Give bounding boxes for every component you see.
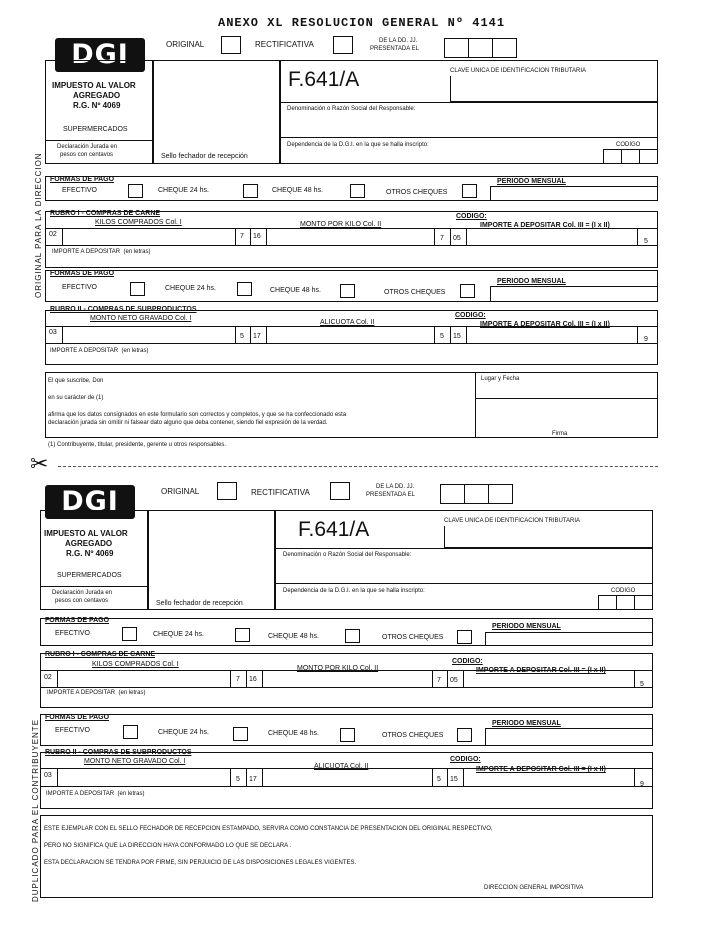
rubro2-col3: IMPORTE A DEPOSITAR Col. III = (I x II) <box>480 321 610 328</box>
cheque48-checkbox-2[interactable] <box>340 284 355 298</box>
rubro1-letras-label: (en letras) <box>123 249 151 255</box>
denominacion-label-2: Denominación o Razón Social del Responsable: <box>283 552 412 558</box>
rubro2-check-9: 9 <box>644 336 648 343</box>
cut-line <box>58 466 658 467</box>
cheque48-label: CHEQUE 48 hs. <box>272 187 323 194</box>
rubro1-code-16b: 16 <box>249 676 257 683</box>
tax-line-1: IMPUESTO AL VALOR <box>52 81 136 90</box>
rubro1-check-7b-2: 7 <box>437 677 441 684</box>
importe-field-4[interactable] <box>463 768 635 786</box>
rubro1-check-5: 5 <box>644 238 648 245</box>
rubro2-title: RUBRO II - COMPRAS DE SUBPRODUCTOS <box>50 306 197 313</box>
dependencia-label-2: Dependencia de la D.G.I. en la que se halla inscripto: <box>283 588 425 594</box>
presentada-date-field[interactable] <box>444 38 517 58</box>
periodo-field-2[interactable] <box>490 286 658 302</box>
cheque24-label: CHEQUE 24 hs. <box>158 187 209 194</box>
firma-label: Firma <box>552 431 568 437</box>
side-label-duplicado: DUPLICADO PARA EL CONTRIBUYENTE <box>31 718 40 902</box>
efectivo-checkbox-4[interactable] <box>123 725 138 739</box>
cheque48-label-4: CHEQUE 48 hs. <box>268 730 319 737</box>
cuit-label-2: CLAVE UNICA DE IDENTIFICACION TRIBUTARIA <box>444 518 581 524</box>
rubro1-check-7a-2: 7 <box>236 676 240 683</box>
periodo-field-4[interactable] <box>485 728 653 746</box>
stamp-box <box>153 60 280 164</box>
dgi-logo-2: DGI <box>45 485 135 519</box>
rubro1-col1-2: KILOS COMPRADOS Col. I <box>92 661 179 668</box>
otros-cheques-label-2: OTROS CHEQUES <box>384 289 446 296</box>
rubro2-col2-2: ALICUOTA Col. II <box>314 763 369 770</box>
cheque24-checkbox[interactable] <box>243 184 258 198</box>
rubro2-code-15b: 15 <box>450 776 458 783</box>
efectivo-label-2: EFECTIVO <box>62 284 98 291</box>
dgi-logo: DGI <box>55 38 145 72</box>
rubro2-check-5a-2: 5 <box>236 776 240 783</box>
footer-line-2: PERO NO SIGNIFICA QUE LA DIRECCION HAYA CONFORMADO LO QUE SE DECLARA . <box>44 843 292 849</box>
tax-line-2: AGREGADO <box>73 91 121 100</box>
codigo-label-2: CODIGO <box>611 588 636 594</box>
periodo-field[interactable] <box>490 186 658 201</box>
otros-cheques-checkbox-2[interactable] <box>460 284 475 298</box>
rubro2-code-03: 03 <box>49 329 57 336</box>
rubro2-codigo: CODIGO: <box>455 312 486 319</box>
rubro2-code-03b: 03 <box>44 772 52 779</box>
rubro2-code-15: 15 <box>453 333 461 340</box>
afirma-line-2: declaración jurada sin omitir ni falsear dato alguno que deba contener, siendo fiel expresión de la verdad. <box>48 420 328 426</box>
kilos-field-2[interactable] <box>57 670 231 687</box>
form-number: F.641/A <box>288 68 360 91</box>
rubro1-col1: KILOS COMPRADOS Col. I <box>95 219 182 226</box>
tax-line-6b: pesos con centavos <box>55 598 109 604</box>
otros-cheques-label: OTROS CHEQUES <box>386 189 448 196</box>
rubro1-code-02b: 02 <box>44 674 52 681</box>
footnote: (1) Contribuyente, titular, presidente, gerente u otros responsables. <box>48 442 227 448</box>
original-checkbox[interactable] <box>221 36 241 54</box>
periodo-label-2: PERIODO MENSUAL <box>497 278 566 285</box>
rubro2-col1-2: MONTO NETO GRAVADO Col. I <box>84 758 186 765</box>
formas-pago-title-4: FORMAS DE PAGO <box>45 714 110 721</box>
rubro1-code-16: 16 <box>253 233 261 240</box>
rubro1-col3-2: IMPORTE A DEPOSITAR Col. III = (I x II) <box>476 667 606 674</box>
monto-kilo-field-2[interactable] <box>262 670 433 687</box>
footer-line-1: ESTE EJEMPLAR CON EL SELLO FECHADOR DE RECEPCION ESTAMPADO, SERVIRA COMO CONSTANCIA DE PRESENTACION DEL ORIGINAL RESPECTIVO, <box>44 826 493 832</box>
otros-cheques-checkbox-4[interactable] <box>457 728 472 742</box>
rubro1-check-5b: 5 <box>640 681 644 688</box>
cheque24-label-4: CHEQUE 24 hs. <box>158 729 209 736</box>
page-title: ANEXO XL RESOLUCION GENERAL Nº 4141 <box>218 16 506 30</box>
codigo-field[interactable] <box>603 149 658 164</box>
importe-field-3[interactable] <box>463 670 635 687</box>
periodo-label: PERIODO MENSUAL <box>497 178 566 185</box>
denominacion-label: Denominación o Razón Social del Responsable: <box>287 106 416 112</box>
tax-line-3b: R.G. Nº 4069 <box>66 549 114 558</box>
stamp-box-2 <box>148 510 275 610</box>
presentada-label-1b: DE LA DD. JJ. <box>376 484 415 490</box>
rubro1-codigo: CODIGO: <box>456 213 487 220</box>
declaration-section <box>45 372 658 438</box>
cuit-label: CLAVE UNICA DE IDENTIFICACION TRIBUTARIA <box>450 68 587 74</box>
rubro2-letras-label: (en letras) <box>121 348 149 354</box>
rubro2-check-5b: 5 <box>440 333 444 340</box>
kilos-field[interactable] <box>62 228 236 245</box>
rubro1-col2-2: MONTO POR KILO Col. II <box>297 665 379 672</box>
cheque48-checkbox-4[interactable] <box>340 728 355 742</box>
rubro2-check-5a: 5 <box>240 333 244 340</box>
rubro2-col1: MONTO NETO GRAVADO Col. I <box>90 315 192 322</box>
rubro2-codigo-2: CODIGO: <box>450 756 481 763</box>
efectivo-label-4: EFECTIVO <box>55 727 91 734</box>
original-checkbox-2[interactable] <box>217 482 237 500</box>
periodo-label-4: PERIODO MENSUAL <box>492 720 561 727</box>
otros-cheques-checkbox[interactable] <box>462 184 477 198</box>
monto-kilo-field[interactable] <box>266 228 435 245</box>
tax-line-4: SUPERMERCADOS <box>63 126 128 133</box>
rubro2-check-5b-2: 5 <box>437 776 441 783</box>
rubro1-title-2: RUBRO I - COMPRAS DE CARNE <box>45 651 156 658</box>
codigo-label: CODIGO <box>616 142 641 148</box>
otros-cheques-label-4: OTROS CHEQUES <box>382 732 444 739</box>
codigo-field-2[interactable] <box>598 595 653 610</box>
monto-neto-field[interactable] <box>62 326 236 343</box>
rubro1-code-05: 05 <box>453 235 461 242</box>
tax-line-5: Declaración Jurada en <box>57 144 118 150</box>
formas-pago-title-3: FORMAS DE PAGO <box>45 617 110 624</box>
rubro2-code-17b: 17 <box>249 776 257 783</box>
efectivo-label: EFECTIVO <box>62 187 98 194</box>
tax-line-1b: IMPUESTO AL VALOR <box>44 529 128 538</box>
cheque48-checkbox-3[interactable] <box>345 629 360 643</box>
footer-line-4: DIRECCION GENERAL IMPOSITIVA <box>484 885 584 891</box>
otros-cheques-label-3: OTROS CHEQUES <box>382 634 444 641</box>
presentada-label-2b: PRESENTADA EL <box>366 492 415 498</box>
presentada-label-2: PRESENTADA EL <box>370 46 419 52</box>
stamp-label: Sello fechador de recepción <box>161 153 248 160</box>
rubro2-title-2: RUBRO II - COMPRAS DE SUBPRODUCTOS <box>45 749 192 756</box>
rubro1-code-02: 02 <box>49 231 57 238</box>
cheque24-label-3: CHEQUE 24 hs. <box>153 631 204 638</box>
cheque24-checkbox-3[interactable] <box>235 628 250 642</box>
tax-line-4b: SUPERMERCADOS <box>57 572 122 579</box>
rubro2-letras-label-2: (en letras) <box>117 791 145 797</box>
presentada-label-1: DE LA DD. JJ. <box>379 38 418 44</box>
rubro2-code-17: 17 <box>253 333 261 340</box>
formas-pago-title: FORMAS DE PAGO <box>50 176 115 183</box>
scissors-icon: ✂ <box>30 451 49 476</box>
footer-line-3: ESTA DECLARACION SE TENDRA POR FIRME, SIN PERJUICIO DE LAS DISPOSICIONES LEGALES VIGENTES. <box>44 860 357 866</box>
rubro1-codigo-2: CODIGO: <box>452 658 483 665</box>
otros-cheques-checkbox-3[interactable] <box>457 630 472 644</box>
periodo-field-3[interactable] <box>485 632 653 646</box>
rubro1-check-7a: 7 <box>240 233 244 240</box>
rubro2-check-9b: 9 <box>640 781 644 788</box>
rubro1-letras-label-2: (en letras) <box>118 690 146 696</box>
tax-line-3: R.G. Nº 4069 <box>73 101 121 110</box>
cheque48-checkbox[interactable] <box>350 184 365 198</box>
rectificativa-label-2: RECTIFICATIVA <box>251 488 310 497</box>
cheque48-label-2: CHEQUE 48 hs. <box>270 287 321 294</box>
monto-neto-field-2[interactable] <box>57 768 231 786</box>
rectificativa-checkbox[interactable] <box>333 36 353 54</box>
caracter-label: en su carácter de (1) <box>48 395 104 401</box>
rectificativa-checkbox-2[interactable] <box>330 482 350 500</box>
efectivo-checkbox-3[interactable] <box>122 627 137 641</box>
rubro2-col2: ALICUOTA Col. II <box>320 319 375 326</box>
rubro1-col3: IMPORTE A DEPOSITAR Col. III = (I x II) <box>480 222 610 229</box>
alicuota-field[interactable] <box>266 326 435 343</box>
side-label-original: ORIGINAL PARA LA DIRECCION <box>34 152 43 298</box>
dependencia-label: Dependencia de la D.G.I. en la que se halla inscripto: <box>287 142 429 148</box>
rubro2-importe-label-2: IMPORTE A DEPOSITAR <box>46 791 115 797</box>
efectivo-checkbox[interactable] <box>128 184 143 198</box>
tax-line-5b: Declaración Jurada en <box>52 590 113 596</box>
cuit-field-2[interactable] <box>444 526 653 548</box>
importe-field-2[interactable] <box>466 326 638 343</box>
presentada-date-field-2[interactable] <box>440 484 513 504</box>
lugar-fecha-label: Lugar y Fecha <box>481 376 520 382</box>
cheque24-label-2: CHEQUE 24 hs. <box>165 285 216 292</box>
rubro1-importe-label: IMPORTE A DEPOSITAR <box>52 249 121 255</box>
efectivo-checkbox-2[interactable] <box>130 282 145 296</box>
tax-line-2b: AGREGADO <box>65 539 113 548</box>
rubro1-col2: MONTO POR KILO Col. II <box>300 221 382 228</box>
cuit-field[interactable] <box>450 76 658 102</box>
rectificativa-label: RECTIFICATIVA <box>255 40 314 49</box>
importe-field-1[interactable] <box>466 228 638 245</box>
suscribe-label: El que suscribe, Don <box>48 378 104 384</box>
alicuota-field-2[interactable] <box>262 768 433 786</box>
afirma-line-1: afirma que los datos consignados en este formulario son correctos y completos, y que se ha confeccionado esta <box>48 412 347 418</box>
rubro2-importe-label: IMPORTE A DEPOSITAR <box>50 348 119 354</box>
form-number-2: F.641/A <box>298 518 370 541</box>
efectivo-label-3: EFECTIVO <box>55 630 91 637</box>
cheque24-checkbox-4[interactable] <box>233 727 248 741</box>
cheque24-checkbox-2[interactable] <box>237 282 252 296</box>
tax-line-6: pesos con centavos <box>60 152 114 158</box>
rubro1-check-7b: 7 <box>440 235 444 242</box>
original-label-2: ORIGINAL <box>161 487 200 496</box>
formas-pago-title-2: FORMAS DE PAGO <box>50 270 115 277</box>
rubro2-col3-2: IMPORTE A DEPOSITAR Col. III = (I x II) <box>476 766 606 773</box>
rubro1-importe-label-2: IMPORTE A DEPOSITAR <box>47 690 116 696</box>
stamp-label-2: Sello fechador de recepción <box>156 600 243 607</box>
original-label: ORIGINAL <box>166 40 205 49</box>
periodo-label-3: PERIODO MENSUAL <box>492 623 561 630</box>
cheque48-label-3: CHEQUE 48 hs. <box>268 633 319 640</box>
rubro1-code-05b: 05 <box>450 677 458 684</box>
rubro1-title: RUBRO I - COMPRAS DE CARNE <box>50 210 161 217</box>
